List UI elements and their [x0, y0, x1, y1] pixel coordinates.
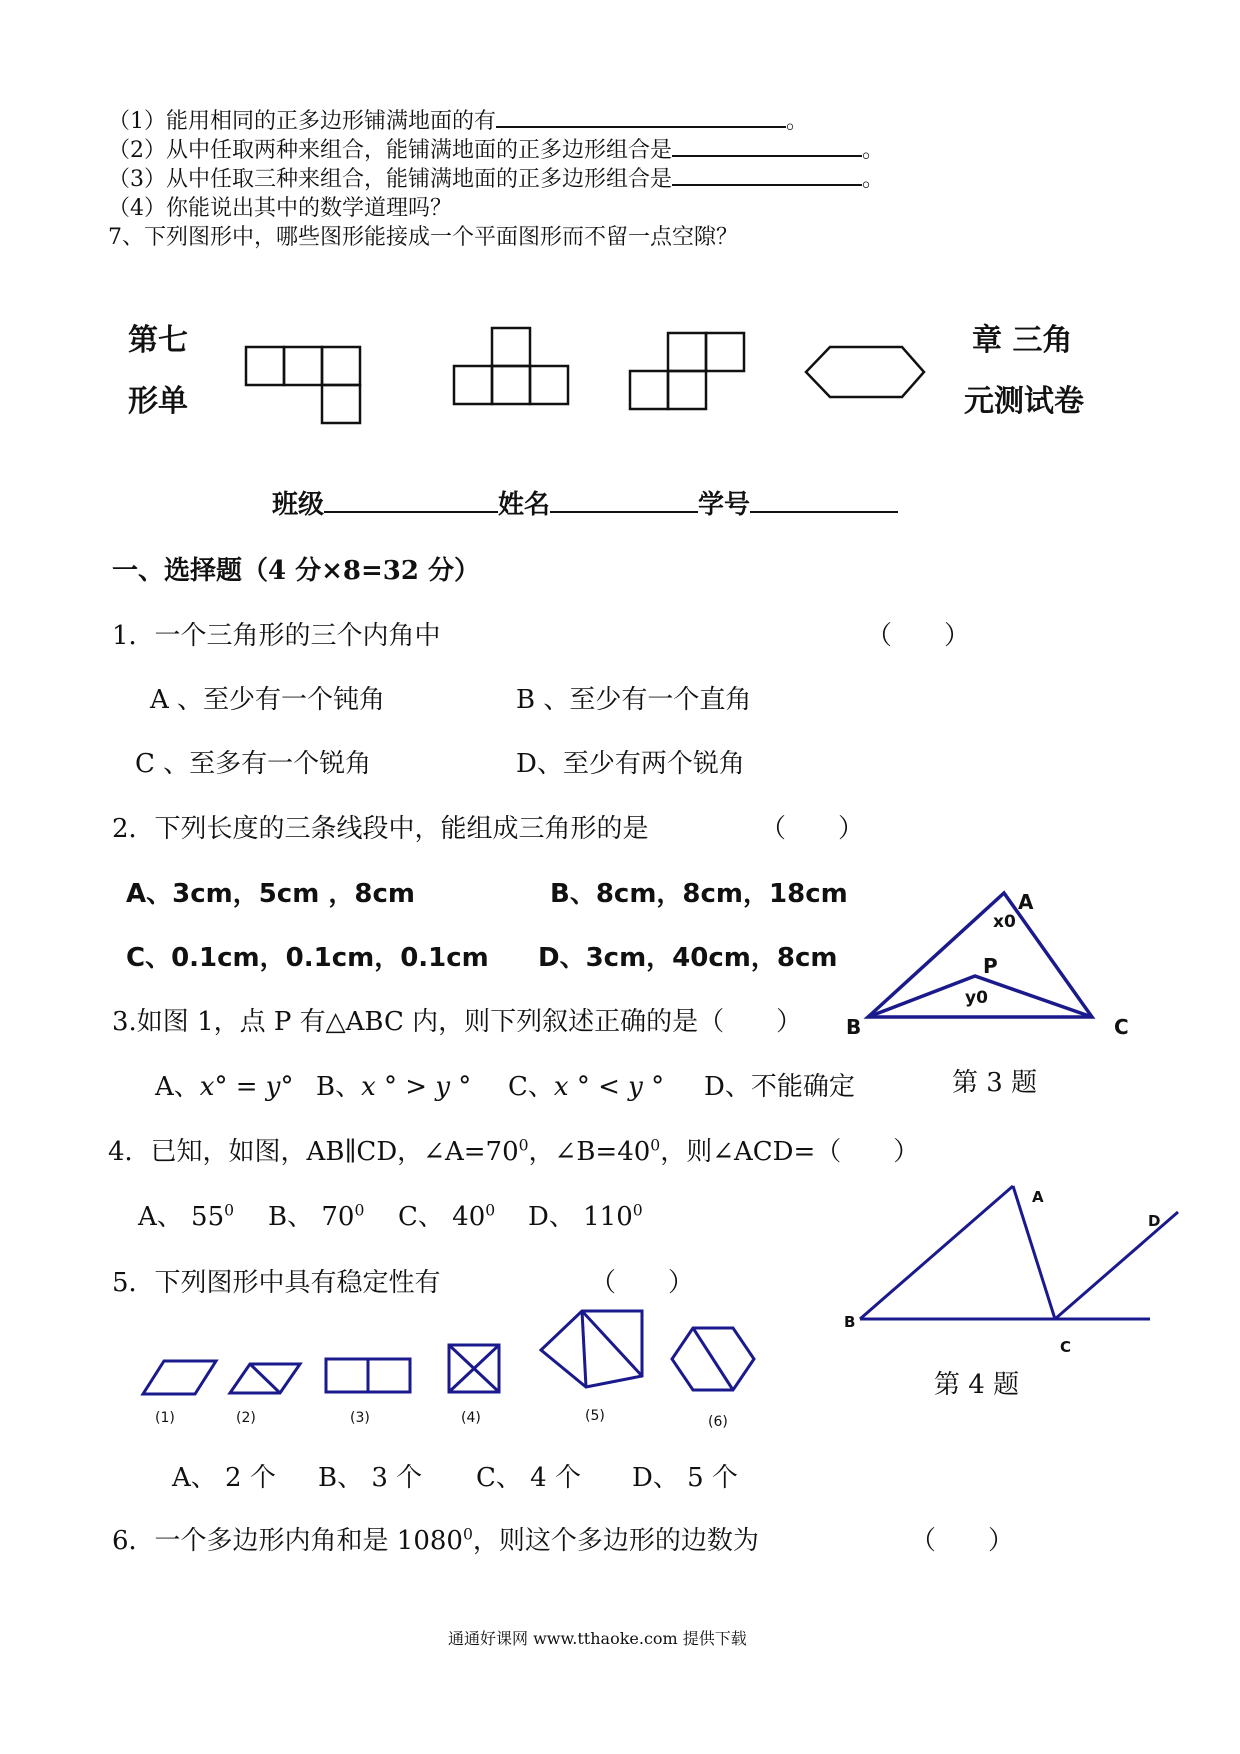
q2-option-b[interactable]: B、8cm，8cm，18cm — [550, 879, 848, 909]
q3-option-c[interactable]: C、x ° < y ° — [508, 1072, 665, 1102]
q5-answer-paren[interactable]: （ ） — [590, 1268, 695, 1298]
title-part-1: 第七 — [128, 323, 188, 358]
q4-label-a: A — [1032, 1188, 1044, 1206]
q4-label-c: C — [1060, 1338, 1072, 1356]
shape-2-parallelogram-diagonal — [230, 1364, 300, 1393]
q3-label-a: A — [1018, 890, 1034, 914]
shape-caption-6: (6) — [708, 1414, 728, 1430]
q6-answer-paren[interactable]: （ ） — [910, 1526, 1015, 1556]
q5-option-d[interactable]: D、 5 个 — [632, 1463, 738, 1493]
q5-stem: 5．下列图形中具有稳定性有 — [112, 1268, 441, 1298]
q4-option-b[interactable]: B、 $70^0$ — [268, 1201, 365, 1232]
q4-stem: 4．已知，如图，AB∥CD，$\angle A=70^0$，$\angle B=40^0$，则∠ACD=（ ） — [108, 1136, 920, 1167]
shape-3-split-rectangle — [326, 1359, 410, 1392]
footer-credit: 通通好课网 www.tthaoke.com 提供下载 — [448, 1629, 747, 1648]
shape-5-pentagon-diagonals — [541, 1311, 642, 1387]
student-info-row: 班级 姓名 学号 — [272, 484, 898, 521]
q3-option-a[interactable]: A、x° = y° — [155, 1072, 294, 1102]
shape-1-parallelogram — [143, 1361, 216, 1394]
q2-stem: 2．下列长度的三条线段中，能组成三角形的是 — [112, 814, 649, 844]
q1-option-d[interactable]: D、至少有两个锐角 — [516, 749, 745, 779]
q2-option-c[interactable]: C、0.1cm，0.1cm，0.1cm — [126, 943, 489, 973]
q3-stem: 3.如图 1，点 P 有△ABC 内，则下列叙述正确的是（ ） — [112, 1007, 803, 1037]
q4-label-b: B — [844, 1313, 856, 1331]
q4-option-d[interactable]: D、 $110^0$ — [528, 1201, 643, 1232]
q4-option-a[interactable]: A、 $55^0$ — [138, 1201, 235, 1232]
q4-figure-caption: 第 4 题 — [934, 1370, 1020, 1400]
q3-label-b: B — [846, 1015, 862, 1039]
shape-caption-3: (3) — [350, 1410, 370, 1426]
title-part-2: 章 三角 — [972, 323, 1073, 358]
q4-label-d: D — [1148, 1212, 1161, 1230]
section-heading: 一、选择题（4 分×8=32 分） — [112, 556, 481, 586]
q1-option-b[interactable]: B 、至少有一个直角 — [516, 685, 752, 715]
fill-question-1: （1）能用相同的正多边形铺满地面的有 。 — [108, 104, 808, 135]
title-part-3: 形单 — [128, 384, 188, 419]
q3-label-c: C — [1114, 1015, 1129, 1039]
title-part-4: 元测试卷 — [964, 384, 1084, 419]
shape-4-square-diagonals — [449, 1345, 499, 1392]
q5-option-b[interactable]: B、 3 个 — [318, 1463, 423, 1493]
fill-question-4: （4）你能说出其中的数学道理吗？ — [108, 196, 452, 221]
q3-option-b[interactable]: B、x ° > y ° — [316, 1072, 472, 1102]
q6-stem: 6．一个多边形内角和是 1080$^0$，则这个多边形的边数为 — [112, 1525, 759, 1556]
q1-stem: 1．一个三角形的三个内角中 — [112, 621, 441, 651]
q3-option-d[interactable]: D、不能确定 — [704, 1072, 855, 1102]
q3-figure-caption: 第 3 题 — [952, 1068, 1038, 1098]
q5-option-a[interactable]: A、 2 个 — [172, 1463, 276, 1493]
q3-label-y: y0 — [965, 988, 988, 1008]
q1-option-a[interactable]: A 、至少有一个钝角 — [150, 685, 386, 715]
fill-question-3: （3）从中任取三种来组合，能铺满地面的正多边形组合是 。 — [108, 162, 884, 193]
shape-caption-2: (2) — [236, 1410, 256, 1426]
q2-option-d[interactable]: D、3cm，40cm，8cm — [538, 943, 838, 973]
question-7: 7、下列图形中，哪些图形能接成一个平面图形而不留一点空隙？ — [108, 225, 738, 250]
q3-label-x: x0 — [993, 912, 1016, 932]
shape-caption-1: (1) — [155, 1410, 175, 1426]
q2-option-a[interactable]: A、3cm，5cm ，8cm — [126, 879, 415, 909]
q1-option-c[interactable]: C 、至多有一个锐角 — [135, 749, 372, 779]
fill-question-2: （2）从中任取两种来组合，能铺满地面的正多边形组合是 。 — [108, 133, 884, 164]
shape-caption-4: (4) — [461, 1410, 481, 1426]
q5-option-c[interactable]: C、 4 个 — [476, 1463, 581, 1493]
q4-option-c[interactable]: C、 $40^0$ — [398, 1201, 496, 1232]
q2-answer-paren[interactable]: （ ） — [760, 814, 865, 844]
q3-label-p: P — [983, 954, 998, 978]
shape-caption-5: (5) — [585, 1408, 605, 1424]
shape-6-hexagon-diagonal — [672, 1328, 754, 1390]
q1-answer-paren[interactable]: （ ） — [866, 621, 971, 651]
